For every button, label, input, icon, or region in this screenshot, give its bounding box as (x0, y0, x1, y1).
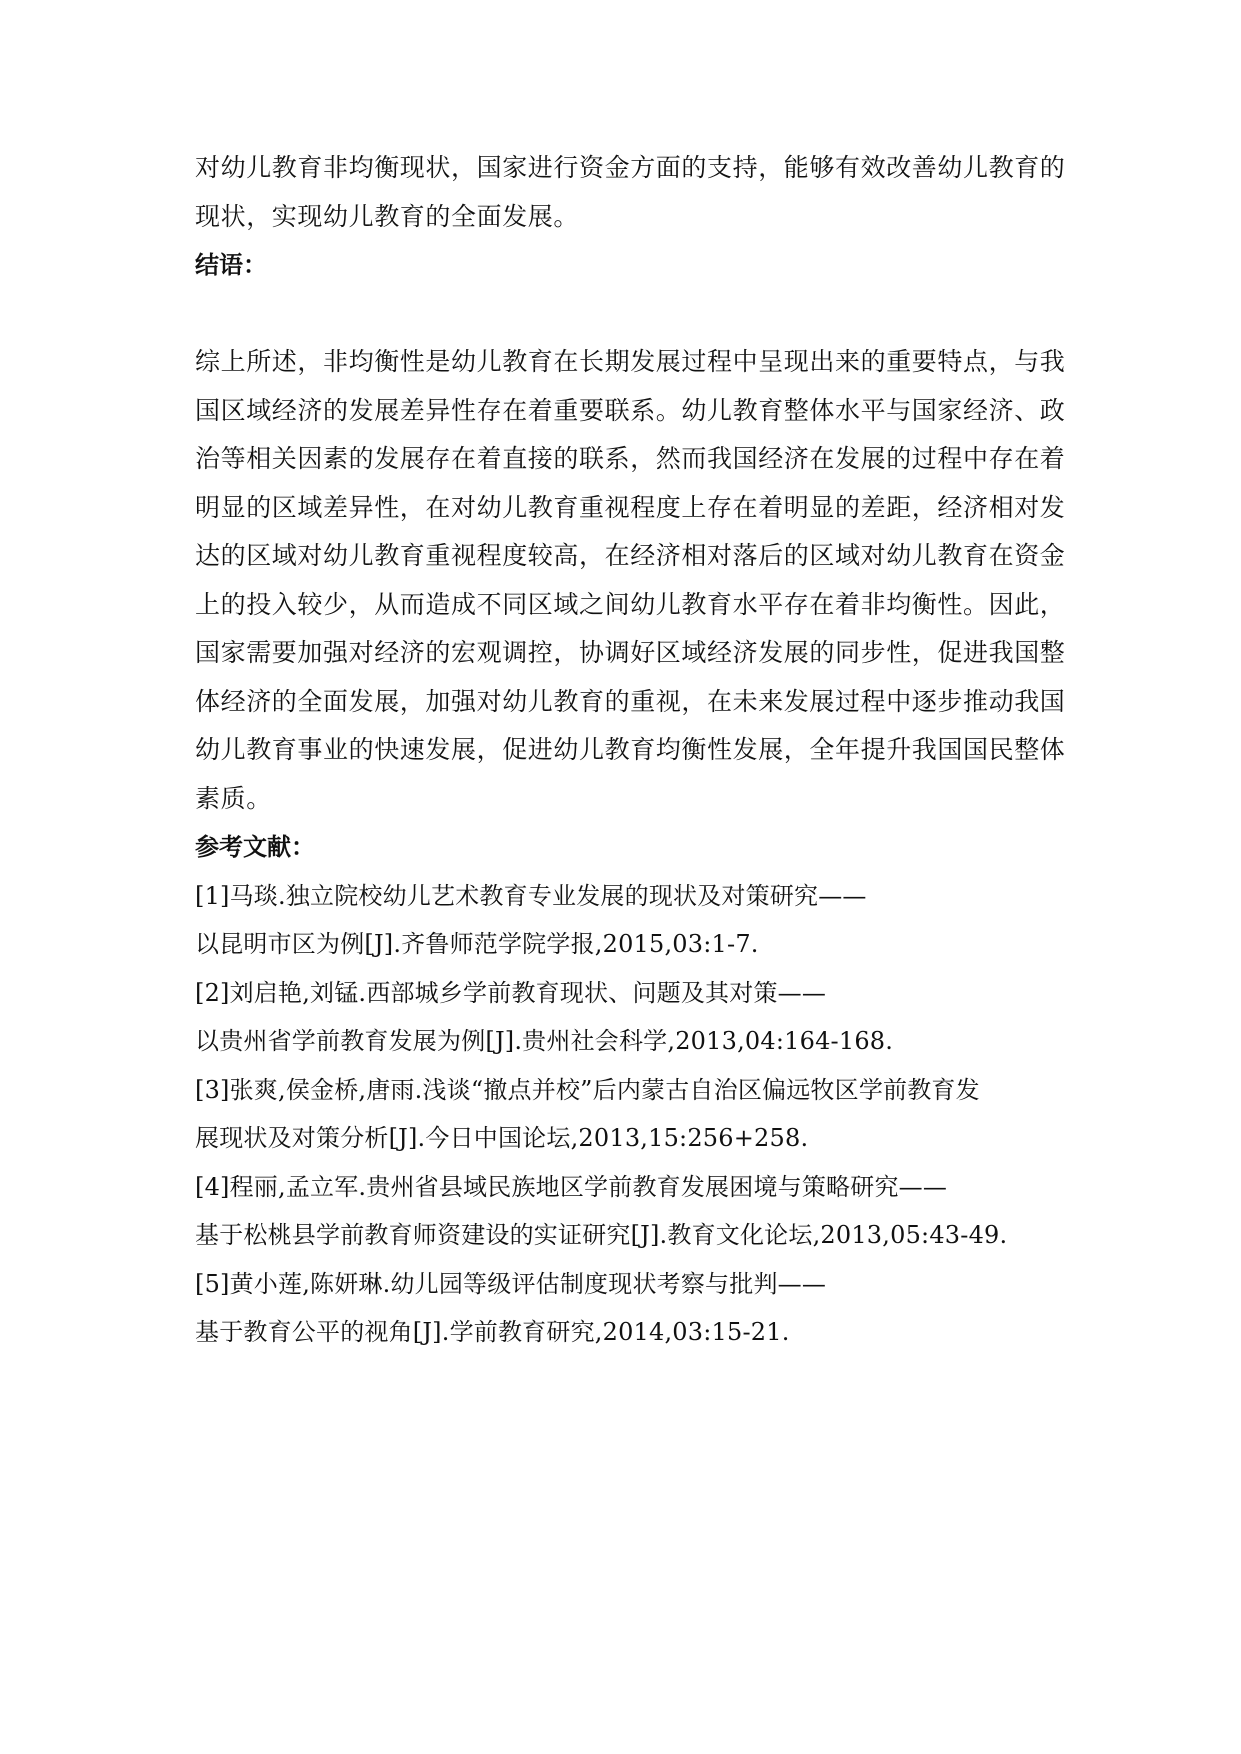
references-list (195, 872, 1055, 1357)
conclusion-paragraph (195, 338, 1066, 823)
paragraph-line: 现状，实现幼儿教育的全面发展。 (195, 201, 580, 231)
reference-line: 展现状及对策分析[J].今日中国论坛,2013,15:256+258. (195, 1124, 809, 1152)
paragraph-line: 治等相关因素的发展存在着直接的联系，然而我国经济在发展的过程中存在着 (195, 444, 1066, 473)
paragraph-line: 上的投入较少，从而造成不同区域之间幼儿教育水平存在着非均衡性。因此， (195, 589, 1066, 619)
reference-line: 基于松桃县学前教育师资建设的实证研究[J].教育文化论坛,2013,05:43-49. (195, 1221, 1008, 1249)
paragraph-line: 素质。 (195, 783, 272, 813)
paragraph-line: 明显的区域差异性，在对幼儿教育重视程度上存在着明显的差距，经济相对发 (195, 492, 1066, 522)
reference-line: [5]黄小莲,陈妍琳.幼儿园等级评估制度现状考察与批判—— (195, 1269, 827, 1298)
paragraph-line: 国家需要加强对经济的宏观调控，协调好区域经济发展的同步性，促进我国整 (195, 638, 1066, 667)
references-heading: 参考文献： (195, 833, 315, 861)
paragraph-line: 综上所述，非均衡性是幼儿教育在长期发展过程中呈现出来的重要特点，与我 (195, 347, 1066, 376)
paragraph-line: 幼儿教育事业的快速发展，促进幼儿教育均衡性发展，全年提升我国国民整体 (195, 735, 1066, 764)
reference-line: 基于教育公平的视角[J].学前教育研究,2014,03:15-21. (195, 1318, 790, 1346)
reference-line: [4]程丽,孟立军.贵州省县域民族地区学前教育发展困境与策略研究—— (195, 1172, 948, 1201)
reference-line: 以贵州省学前教育发展为例[J].贵州社会科学,2013,04:164-168. (195, 1027, 894, 1055)
paragraph-line: 对幼儿教育非均衡现状，国家进行资金方面的支持，能够有效改善幼儿教育的 (195, 153, 1066, 182)
paragraph-line: 体经济的全面发展，加强对幼儿教育的重视，在未来发展过程中逐步推动我国 (195, 686, 1066, 716)
reference-line: [3]张爽,侯金桥,唐雨.浅谈“撤点并校”后内蒙古自治区偏远牧区学前教育发 (195, 1075, 980, 1104)
intro-paragraph (195, 144, 1066, 241)
reference-line: [1]马琰.独立院校幼儿艺术教育专业发展的现状及对策研究—— (195, 881, 867, 910)
page-content (195, 144, 1066, 1357)
conclusion-heading: 结语： (195, 251, 267, 279)
reference-line: [2]刘启艳,刘锰.西部城乡学前教育现状、问题及其对策—— (195, 978, 827, 1007)
reference-line: 以昆明市区为例[J].齐鲁师范学院学报,2015,03:1-7. (195, 930, 759, 958)
blank-line (195, 290, 1055, 339)
paragraph-line: 达的区域对幼儿教育重视程度较高，在经济相对落后的区域对幼儿教育在资金 (195, 541, 1066, 570)
paragraph-line: 国区域经济的发展差异性存在着重要联系。幼儿教育整体水平与国家经济、政 (195, 395, 1066, 425)
